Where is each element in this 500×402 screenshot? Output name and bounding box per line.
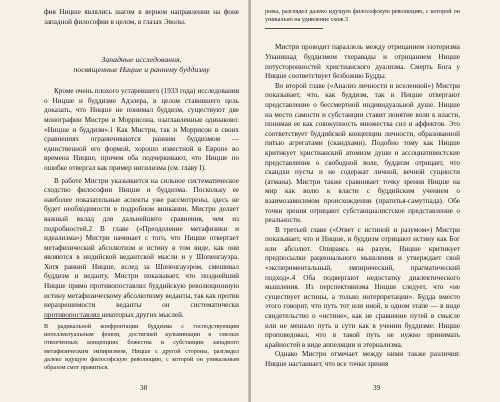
left-top-text: фия Ницше являлись шагом в верном направлении на фоне западной философии в целом, в глазах Эволы.	[44, 8, 239, 26]
section-heading-line-1: Западные исследования,	[101, 55, 182, 65]
left-page	[0, 0, 249, 402]
right-continued-footnote: ровы, разглядел далеко идущую философскую революцию, с которой он уникально на удивление схож.3	[265, 8, 460, 24]
left-footnote: В радикальной конфронтации буддизма с господствующим интеллектуальным фоном, достигшей кульминации в смелых отвлеченных концепциях божества и субстанции западного метафизическим эмпиризмом, Ницше с другой стороны, разглядел далеко идущую философскую революцию, с которой он уникальным образом смог нравиться.	[44, 323, 239, 372]
right-page	[251, 0, 500, 402]
left-paragraph-2: В работе Мистри указывается на сильное систематическое сходство философии Ницше и буддизма. Поскольку ее наиболее показательные аспекты уже рассмотрены, здесь не будет необходимости в подробном вникании. Мистри делает важный вклад для дальнейшего сравнения, чем из подробностей.2 В главе («Преодоление метафизики и идеализма») Мистри начинает с того, что Ницше отвергает метафизический абсолютизм и истину в том виде, как они являются в индийской ведантской мысли и у Шопенгауэра. Хотя ранний Ницше, вслед за Шопенгауэром, смешивал буддизм и веданту, Мистри показывает, что позднейший Ницше прямо противопоставлял буддийскую революционную истину метафизическому абсолютизму веданты, так как против неразрешимости веданты он систематически противопоставлял некоторых других мыслей.	[44, 176, 239, 319]
right-page-number: 39	[373, 384, 381, 392]
right-paragraph-2: Во второй главе («Анализ личности и вселенной») Мистри показывает, что, как буддизм, так и Ницше отвергают представление о бессмертной индивидуальной душе. Ницше на место самости и субстанции ставит понятие воли к власти, понимая ее как совокупность множества сил и аффектов. Это соответствует буддийской концепции личности, образованной пятью агрегатами (скандхами). Подобно тому как Ницше критикует христианский атомизм души и ассоциативистские представления о свободной воле, буддизм отрицает, что скандхи пусты и не содержат личной, вечной сущности (атмана). Мистри также сравнивает точку зрения Ницше на мир как волю к власти с буддийским учением о взаимозависимом происхождении (пратитья-самутпада). Обе точки зрения отрицают субстанциалистское представление о реальности.	[265, 81, 460, 225]
section-heading-line-2: посвященные Ницше и раннему буддизму	[73, 65, 210, 75]
note-rule	[265, 28, 323, 29]
right-paragraph-4: Однако Мистри отмечает между ними также различия: Ницше настаивает, что все точки зрения	[265, 350, 460, 368]
left-page-number: 38	[140, 384, 148, 392]
right-paragraph-1: Мистри проводит параллель между отрицанием эзотеризма Упанишад буддизмом тхеравады и отрицанием Ницше потусторонностей христианского дуализма. Смерть Бога у Ницше соответствует безбожию Будды.	[265, 43, 460, 81]
section-heading	[44, 55, 239, 75]
left-paragraph-1: Кроме очень плохого устаревшего (1933 года) исследования о Ницше и буддизме Адэлера, в целом ставившего цель доказать, что Ницше не понимал буддизм, существуют две монографии Мистри и Моррисона, озаглавленные одинаково: «Ницше и буддизм».1 Как Мистри, так и Моррисон в своих сравнениях ограничиваются ранним буддизмом — единственной его формой, хорошо известной в Европе во времена Ницше, причем оба подчеркивают, что Ницше по ошибке отвергал как пример нигилизма (см. главу I).	[44, 87, 239, 172]
footnote-rule	[44, 318, 102, 319]
right-paragraph-3: В третьей главе («Ответ с истиной и разумом») Мистри показывает, что и Ницше, и буддизм отрицают истину как Бог или абсолют. Опираясь на разум, Ницше критикует предпосылки рационального мышления и утверждает свой «экспериментальный, эмпирический, прагматический подход».4 Оба подвергают недостатку диалектического мышления. Из перспективизма Ницше следует, что «не существует истины, а только интерпретации». Будда вместо этого говорит, что путь тот или иной, в одном этапе — в виде свидетельство о «истине», как не сравнение путей в смысле или не мешало путь в сути как в учении буддизме: Ницше проповедовал, что в такой путь не нужно принимать крайностей в виде аппеляции и этернализма.	[265, 225, 460, 349]
